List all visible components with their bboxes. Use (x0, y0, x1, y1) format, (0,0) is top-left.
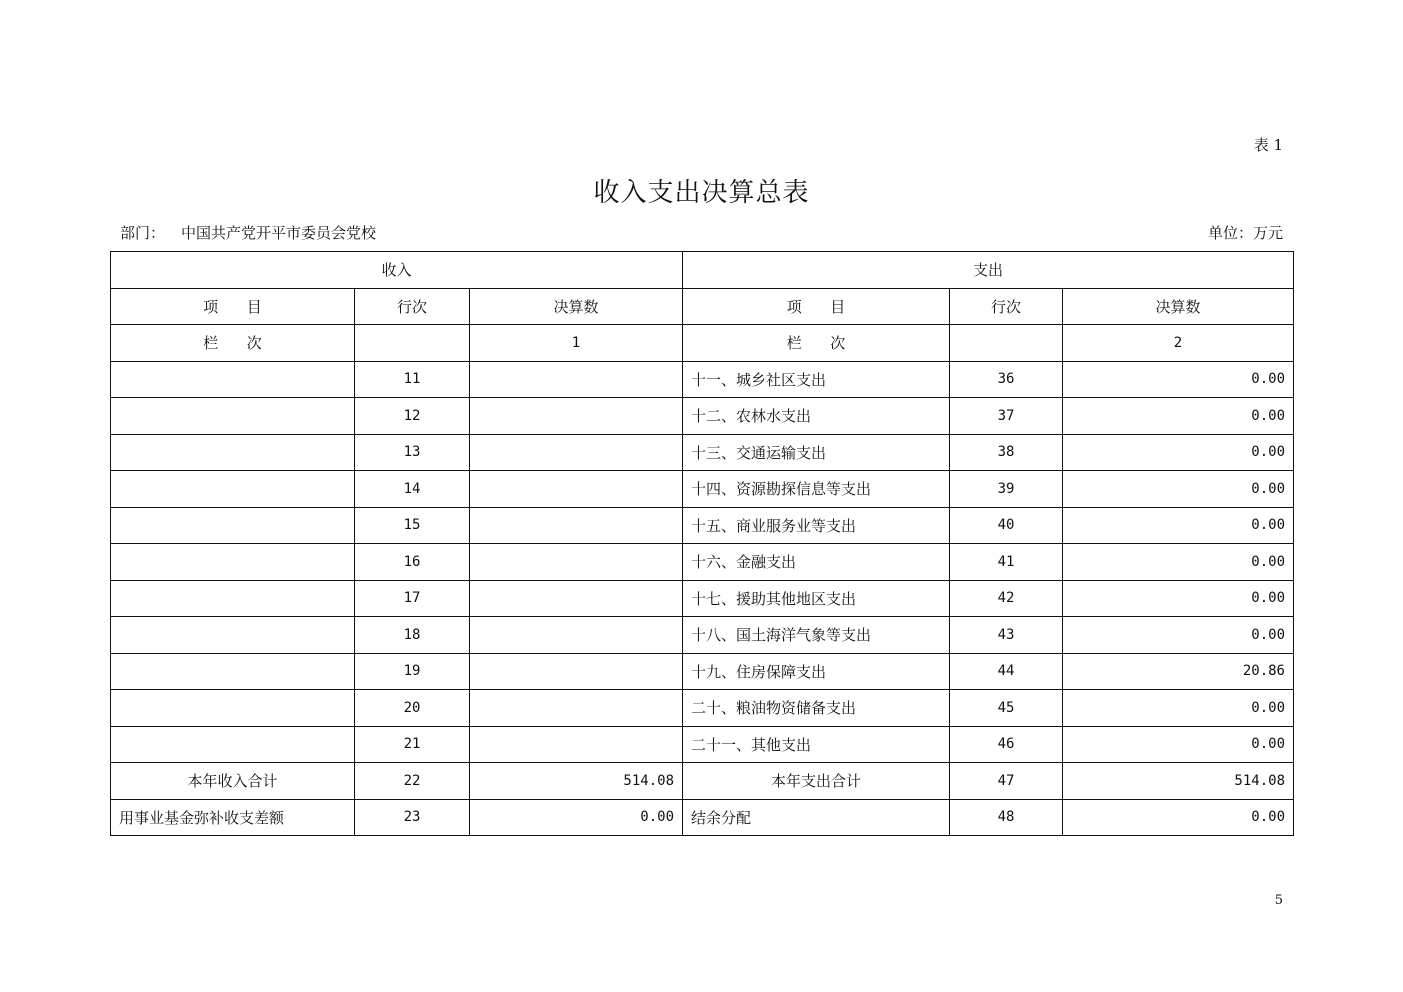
income-item-cell (111, 580, 355, 617)
expense-item-header: 项 目 (683, 288, 950, 325)
expense-row-no-cell: 42 (950, 580, 1063, 617)
table-row (111, 507, 1294, 544)
fund-offset-row-no: 23 (355, 799, 470, 836)
income-amount-header: 决算数 (470, 288, 683, 325)
expense-amount-cell: 0.00 (1063, 580, 1294, 617)
expense-item-cell: 十六、金融支出 (683, 544, 950, 581)
expense-item-cell: 十五、商业服务业等支出 (683, 507, 950, 544)
fund-offset-amount: 0.00 (470, 799, 683, 836)
expense-amount-cell: 0.00 (1063, 507, 1294, 544)
income-amount-cell (470, 507, 683, 544)
income-column-label: 栏 次 (111, 325, 355, 362)
expense-row-no-cell: 40 (950, 507, 1063, 544)
income-header: 收入 (111, 252, 683, 289)
expense-column-number: 2 (1063, 325, 1294, 362)
table-row (111, 726, 1294, 763)
income-amount-cell (470, 617, 683, 654)
table-row (111, 580, 1294, 617)
expense-row-no-cell: 36 (950, 361, 1063, 398)
expense-amount-cell: 0.00 (1063, 690, 1294, 727)
income-amount-cell (470, 580, 683, 617)
department-info (120, 222, 376, 243)
income-amount-cell (470, 544, 683, 581)
income-row-no-cell: 13 (355, 434, 470, 471)
table-row (111, 398, 1294, 435)
table-row (111, 690, 1294, 727)
department-label: 部门： (120, 224, 166, 242)
expense-amount-cell: 0.00 (1063, 544, 1294, 581)
income-amount-cell (470, 361, 683, 398)
expense-item-cell: 二十一、其他支出 (683, 726, 950, 763)
income-row-no-header: 行次 (355, 288, 470, 325)
income-row-no-cell: 16 (355, 544, 470, 581)
expense-row-no-cell: 43 (950, 617, 1063, 654)
expense-total-row-no: 47 (950, 763, 1063, 800)
income-row-no-cell: 18 (355, 617, 470, 654)
expense-item-cell: 十三、交通运输支出 (683, 434, 950, 471)
expense-row-no-cell: 46 (950, 726, 1063, 763)
income-total-amount: 514.08 (470, 763, 683, 800)
expense-row-no-cell: 44 (950, 653, 1063, 690)
page-title: 收入支出决算总表 (593, 178, 810, 208)
expense-item-cell: 十七、援助其他地区支出 (683, 580, 950, 617)
expense-amount-cell: 0.00 (1063, 617, 1294, 654)
expense-item-cell: 十九、住房保障支出 (683, 653, 950, 690)
totals-row (111, 763, 1294, 800)
income-item-cell (111, 726, 355, 763)
income-column-number: 1 (470, 325, 683, 362)
expense-item-cell: 二十、粮油物资储备支出 (683, 690, 950, 727)
expense-row-no-cell: 38 (950, 434, 1063, 471)
table-number-label: 表 1 (1253, 136, 1283, 154)
table-row (111, 653, 1294, 690)
income-item-cell (111, 653, 355, 690)
income-amount-cell (470, 726, 683, 763)
expense-item-cell: 十八、国土海洋气象等支出 (683, 617, 950, 654)
income-item-cell (111, 434, 355, 471)
income-row-no-cell: 20 (355, 690, 470, 727)
table-row (111, 471, 1294, 508)
income-total-row-no: 22 (355, 763, 470, 800)
expense-item-cell: 十四、资源勘探信息等支出 (683, 471, 950, 508)
table-row (111, 434, 1294, 471)
table-row (111, 361, 1294, 398)
expense-amount-cell: 20.86 (1063, 653, 1294, 690)
page-number: 5 (1274, 893, 1283, 908)
expense-row-no-cell: 41 (950, 544, 1063, 581)
income-column-blank (355, 325, 470, 362)
column-number-row (111, 325, 1294, 362)
income-row-no-cell: 11 (355, 361, 470, 398)
income-expense-table (110, 251, 1294, 836)
header-column-row (111, 288, 1294, 325)
income-item-header: 项 目 (111, 288, 355, 325)
income-item-cell (111, 690, 355, 727)
surplus-distribution-amount: 0.00 (1063, 799, 1294, 836)
fund-offset-label: 用事业基金弥补收支差额 (111, 799, 355, 836)
expense-column-blank (950, 325, 1063, 362)
header-section-row (111, 252, 1294, 289)
income-item-cell (111, 471, 355, 508)
income-row-no-cell: 17 (355, 580, 470, 617)
income-amount-cell (470, 653, 683, 690)
expense-row-no-header: 行次 (950, 288, 1063, 325)
department-value: 中国共产党开平市委员会党校 (181, 224, 377, 242)
expense-row-no-cell: 39 (950, 471, 1063, 508)
surplus-distribution-label: 结余分配 (683, 799, 950, 836)
income-row-no-cell: 21 (355, 726, 470, 763)
income-amount-cell (470, 690, 683, 727)
expense-column-label: 栏 次 (683, 325, 950, 362)
expense-header: 支出 (683, 252, 1294, 289)
expense-row-no-cell: 37 (950, 398, 1063, 435)
income-row-no-cell: 15 (355, 507, 470, 544)
expense-amount-cell: 0.00 (1063, 471, 1294, 508)
expense-item-cell: 十一、城乡社区支出 (683, 361, 950, 398)
expense-total-label: 本年支出合计 (683, 763, 950, 800)
income-amount-cell (470, 471, 683, 508)
expense-total-amount: 514.08 (1063, 763, 1294, 800)
table-row (111, 544, 1294, 581)
income-row-no-cell: 12 (355, 398, 470, 435)
income-item-cell (111, 361, 355, 398)
income-item-cell (111, 617, 355, 654)
income-total-label: 本年收入合计 (111, 763, 355, 800)
income-row-no-cell: 19 (355, 653, 470, 690)
income-amount-cell (470, 434, 683, 471)
income-item-cell (111, 544, 355, 581)
income-item-cell (111, 507, 355, 544)
surplus-distribution-row-no: 48 (950, 799, 1063, 836)
expense-amount-cell: 0.00 (1063, 361, 1294, 398)
table-row (111, 617, 1294, 654)
income-item-cell (111, 398, 355, 435)
expense-amount-cell: 0.00 (1063, 434, 1294, 471)
income-row-no-cell: 14 (355, 471, 470, 508)
expense-amount-cell: 0.00 (1063, 398, 1294, 435)
expense-item-cell: 十二、农林水支出 (683, 398, 950, 435)
unit-label: 单位：万元 (1207, 224, 1283, 242)
expense-amount-cell: 0.00 (1063, 726, 1294, 763)
expense-row-no-cell: 45 (950, 690, 1063, 727)
expense-amount-header: 决算数 (1063, 288, 1294, 325)
final-row (111, 799, 1294, 836)
income-amount-cell (470, 398, 683, 435)
